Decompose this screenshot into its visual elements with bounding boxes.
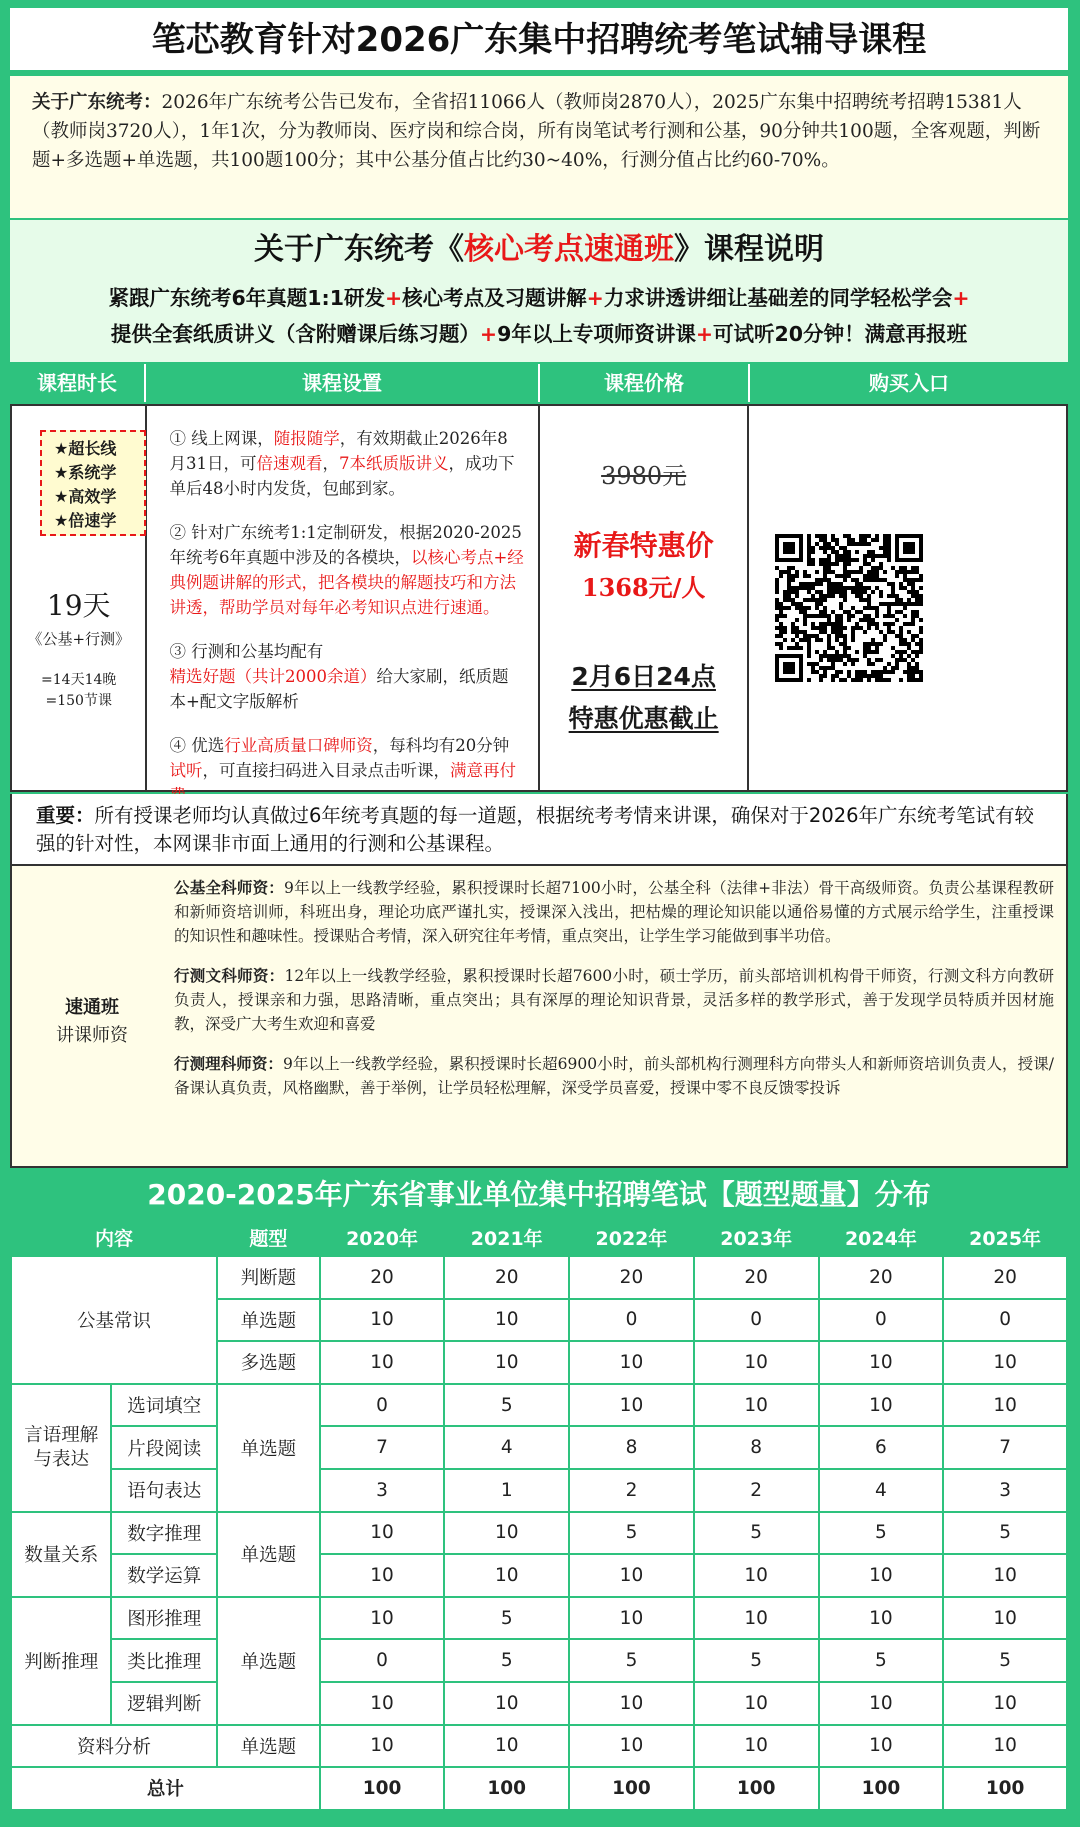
value-cell: 10: [819, 1554, 944, 1597]
highlight-text: 满意再付: [449, 761, 516, 780]
type-cell: 单选题: [217, 1512, 320, 1597]
header-content: 内容: [95, 1228, 134, 1250]
header-year: 2021年: [470, 1228, 543, 1250]
value-cell: 5: [694, 1512, 819, 1555]
value-cell: 0: [569, 1299, 694, 1342]
value-cell: 10: [943, 1682, 1067, 1725]
schedule-lessons: =150节课: [45, 693, 112, 709]
intro-text: 2026年广东统考公告已发布，全省招11066人（教师岗2870人），2025广东集中招聘统考招聘15381人（教师岗3720人），1年1次，分为教师岗、医疗岗和综合岗，所有岗笔试考行测和公基，90分钟共100题，全客观题，判断题+多选题+单选题，共100题100分；其中公基分值占比约30~40%，行测分值占比约60-70%。: [32, 92, 1041, 171]
course-table-body: [10, 404, 1068, 792]
value-cell: 10: [444, 1299, 569, 1342]
plus-sign: +: [479, 322, 498, 346]
sub-cell: 类比推理: [111, 1639, 217, 1682]
purchase-cell: [749, 406, 1066, 790]
course-heading: [10, 220, 1068, 280]
teacher-desc: 9年以上一线教学经验，累积授课时长超6900小时，前头部机构行测理科方向带头人和新师资培训负责人，授课/备课认真负责，风格幽默，善于举例，让学员轻松理解，深受学员喜爱，授课中零不良反馈零投诉: [174, 1055, 1054, 1097]
setting-text: ，有效期截止2026年8月31日，可: [169, 429, 508, 473]
header-year: 2022年: [595, 1228, 668, 1250]
value-cell: 10: [819, 1682, 944, 1725]
value-cell: 10: [444, 1554, 569, 1597]
setting-text: ② 针对广东统考1:1定制研发，根据2020-2025年统考6年真题中涉及的各模块，: [169, 523, 522, 567]
page-title: 笔芯教育针对2026广东集中招聘统考笔试辅导课程: [10, 8, 1068, 72]
value-cell: 0: [819, 1299, 944, 1342]
value-cell: 5: [694, 1639, 819, 1682]
value-cell: 10: [819, 1725, 944, 1768]
value-cell: 10: [694, 1725, 819, 1768]
value-cell: 10: [943, 1384, 1067, 1427]
table-row: [11, 1767, 1067, 1810]
value-cell: 5: [819, 1639, 944, 1682]
group-shuliang: 数量关系: [11, 1512, 111, 1597]
value-cell: 10: [819, 1341, 944, 1384]
value-cell: 10: [819, 1384, 944, 1427]
value-cell: 10: [943, 1554, 1067, 1597]
teachers-section: [10, 864, 1068, 1168]
table-row: [11, 1469, 1067, 1512]
qr-code-icon[interactable]: [775, 534, 923, 682]
value-cell: 5: [943, 1512, 1067, 1555]
distribution-table: [10, 1220, 1068, 1811]
table-row: [11, 1597, 1067, 1640]
setting-text: ① 线上网课，: [169, 429, 274, 448]
feature-star-box: [40, 430, 146, 536]
value-cell: 4: [444, 1426, 569, 1469]
value-cell: 10: [320, 1725, 445, 1768]
promo-deadline: [540, 656, 747, 740]
highlight-text: 倍速观看: [256, 454, 323, 473]
settings-cell: [147, 406, 540, 790]
table-row: [11, 1639, 1067, 1682]
group-gongji: 公基常识: [11, 1256, 217, 1384]
col-settings: 课程设置: [146, 364, 540, 402]
course-poster: [10, 8, 1068, 1820]
value-cell: 10: [444, 1341, 569, 1384]
header-year: 2024年: [844, 1228, 917, 1250]
highlight-text: 精选好题（共计2000余道）: [169, 667, 377, 686]
setting-text: ，: [322, 454, 339, 473]
value-cell: 100: [943, 1767, 1067, 1810]
value-cell: 7: [320, 1426, 445, 1469]
type-cell: 判断题: [217, 1256, 320, 1299]
value-cell: 20: [444, 1256, 569, 1299]
price-cell: [540, 406, 749, 790]
value-cell: 3: [943, 1469, 1067, 1512]
feature-text: 紧跟广东统考6年真题1:1研发: [108, 286, 385, 310]
value-cell: 0: [320, 1639, 445, 1682]
value-cell: 5: [819, 1512, 944, 1555]
setting-text: ④ 优选: [169, 736, 225, 755]
value-cell: 10: [694, 1384, 819, 1427]
value-cell: 10: [444, 1725, 569, 1768]
teachers-label-sub: 讲课师资: [56, 1025, 128, 1046]
value-cell: 8: [694, 1426, 819, 1469]
value-cell: 100: [819, 1767, 944, 1810]
intro-section: [10, 76, 1068, 218]
value-cell: 1: [444, 1469, 569, 1512]
sub-cell: 图形推理: [111, 1597, 217, 1640]
value-cell: 2: [569, 1469, 694, 1512]
value-cell: 7: [943, 1426, 1067, 1469]
value-cell: 2: [694, 1469, 819, 1512]
value-cell: 10: [320, 1597, 445, 1640]
type-cell: 多选题: [217, 1341, 320, 1384]
type-cell: 单选题: [217, 1384, 320, 1512]
value-cell: 8: [569, 1426, 694, 1469]
value-cell: 10: [943, 1341, 1067, 1384]
feature-text: 核心考点及习题讲解: [402, 286, 587, 310]
original-price: 3980元: [601, 462, 687, 490]
value-cell: 10: [320, 1341, 445, 1384]
value-cell: 20: [943, 1256, 1067, 1299]
type-cell: 单选题: [217, 1725, 320, 1768]
value-cell: 20: [819, 1256, 944, 1299]
type-cell: 单选题: [217, 1597, 320, 1725]
course-schedule: [12, 670, 145, 712]
teachers-label-title: 速通班: [65, 997, 119, 1018]
feature-text: 提供全套纸质讲义（含附赠课后练习题）: [110, 322, 480, 346]
promo-label: 新春特惠价: [573, 529, 714, 562]
teacher-item: [174, 876, 1054, 948]
important-text: 所有授课老师均认真做过6年统考真题的每一道题，根据统考考情来讲课，确保对于2026年广东统考笔试有较强的针对性，本网课非市面上通用的行测和公基课程。: [36, 804, 1035, 855]
teacher-desc: 12年以上一线教学经验，累积授课时长超7600小时，硕士学历，前头部培训机构骨干师资，行测文科方向教研负责人，授课亲和力强，思路清晰，重点突出；具有深厚的理论知识背景，灵活多样的教学形式，善于发现学员特质并因材施教，深受广大考生欢迎和喜爱: [174, 967, 1054, 1033]
value-cell: 10: [320, 1554, 445, 1597]
heading-prefix: 关于广东统考《: [254, 232, 464, 267]
value-cell: 5: [569, 1512, 694, 1555]
table-header-row: [11, 1220, 1067, 1256]
value-cell: 10: [694, 1554, 819, 1597]
table-row: [11, 1426, 1067, 1469]
sub-cell: 数字推理: [111, 1512, 217, 1555]
plus-sign: +: [586, 286, 604, 310]
course-subjects: 《公基+行测》: [27, 630, 131, 648]
teacher-item: [174, 964, 1054, 1036]
intro-label: 关于广东统考：: [32, 92, 162, 113]
teacher-desc: 9年以上一线教学经验，累积授课时长超7100小时，公基全科（法律+非法）骨干高级师资。负责公基课程教研和新师资培训师，科班出身，理论功底严谨扎实，授课深入浅出，把枯燥的理论知识能以通俗易懂的方式展示给学生，注重授课的知识性和趣味性。授课贴合考情，深入研究往年考情，重点突出，让学生学习能做到事半功倍。: [174, 879, 1054, 945]
header-year: 2025年: [969, 1228, 1042, 1250]
feature-text: 9年以上专项师资讲课: [497, 322, 696, 346]
value-cell: 10: [320, 1682, 445, 1725]
value-cell: 3: [320, 1469, 445, 1512]
value-cell: 10: [694, 1597, 819, 1640]
teachers-list: [174, 876, 1054, 1116]
star-item: ★高效学: [54, 487, 117, 506]
value-cell: 10: [694, 1682, 819, 1725]
sub-cell: 选词填空: [111, 1384, 217, 1427]
value-cell: 10: [569, 1597, 694, 1640]
important-label: 重要：: [36, 804, 95, 827]
star-item: ★倍速学: [54, 511, 117, 530]
table-row: [11, 1384, 1067, 1427]
header-type: 题型: [249, 1228, 288, 1250]
sub-cell: 数学运算: [111, 1554, 217, 1597]
value-cell: 10: [569, 1341, 694, 1384]
value-cell: 5: [943, 1639, 1067, 1682]
schedule-days: =14天14晚: [41, 672, 117, 688]
promo-price: 1368元/人: [581, 573, 706, 602]
value-cell: 20: [694, 1256, 819, 1299]
course-header: [10, 220, 1068, 362]
course-name: 核心考点速通班: [464, 232, 674, 267]
value-cell: 10: [569, 1725, 694, 1768]
setting-text: ，每科均有20分钟: [372, 736, 510, 755]
setting-item: [169, 639, 524, 714]
value-cell: 10: [320, 1299, 445, 1342]
value-cell: 5: [444, 1384, 569, 1427]
value-cell: 0: [320, 1384, 445, 1427]
table-row: [11, 1682, 1067, 1725]
value-cell: 10: [569, 1384, 694, 1427]
teacher-title: 行测文科师资：: [174, 967, 285, 985]
value-cell: 5: [569, 1639, 694, 1682]
value-cell: 10: [444, 1512, 569, 1555]
setting-text: ，成功下单后48小时内发货，包邮到家。: [169, 454, 515, 498]
plus-sign: +: [695, 322, 714, 346]
value-cell: 100: [444, 1767, 569, 1810]
value-cell: 20: [569, 1256, 694, 1299]
table-row: [11, 1554, 1067, 1597]
course-table-header: [10, 364, 1068, 402]
teacher-item: [174, 1052, 1054, 1100]
value-cell: 10: [694, 1341, 819, 1384]
value-cell: 5: [444, 1639, 569, 1682]
highlight-text: 随报随学: [273, 429, 340, 448]
setting-item: [169, 426, 524, 501]
star-item: ★系统学: [54, 463, 117, 482]
heading-suffix: 》课程说明: [674, 232, 824, 267]
setting-text: ③ 行测和公基均配有: [169, 642, 324, 661]
value-cell: 10: [444, 1682, 569, 1725]
value-cell: 4: [819, 1469, 944, 1512]
plus-sign: +: [384, 286, 403, 310]
value-cell: 6: [819, 1426, 944, 1469]
col-duration: 课程时长: [10, 364, 146, 402]
value-cell: 100: [320, 1767, 445, 1810]
value-cell: 20: [320, 1256, 445, 1299]
setting-text: ，可直接扫码进入目录点击听课，: [202, 761, 450, 780]
highlight-text: 行业高质量口碑师资: [224, 736, 373, 755]
value-cell: 10: [569, 1554, 694, 1597]
teachers-label: [12, 866, 172, 1166]
table-row: [11, 1725, 1067, 1768]
col-price: 课程价格: [540, 364, 750, 402]
group-total: 总计: [11, 1767, 320, 1810]
value-cell: 10: [320, 1512, 445, 1555]
teacher-title: 公基全科师资：: [174, 879, 285, 897]
value-cell: 100: [694, 1767, 819, 1810]
duration-cell: [12, 406, 147, 790]
distribution-title: 2020-2025年广东省事业单位集中招聘笔试【题型题量】分布: [147, 1178, 931, 1211]
sub-cell: 语句表达: [111, 1469, 217, 1512]
group-ziliao: 资料分析: [11, 1725, 217, 1768]
important-note: [10, 794, 1068, 864]
value-cell: 5: [444, 1597, 569, 1640]
table-row: [11, 1512, 1067, 1555]
group-panduan: 判断推理: [11, 1597, 111, 1725]
col-purchase: 购买入口: [869, 371, 949, 395]
plus-sign: +: [952, 286, 970, 310]
value-cell: 10: [819, 1597, 944, 1640]
course-features-line1: [10, 280, 1068, 316]
course-days: 19天: [46, 589, 111, 622]
highlight-text: 以核心考点+经典例题讲解的形式，把各模块的解题技巧和方法讲透，帮助学员对每年必考知识点进行速通。: [169, 548, 524, 617]
deadline-text: 特惠优惠截止: [568, 704, 719, 733]
value-cell: 0: [943, 1299, 1067, 1342]
value-cell: 10: [569, 1682, 694, 1725]
header-year: 2020年: [346, 1228, 418, 1250]
highlight-text: 7本纸质版讲义: [338, 454, 449, 473]
course-features-line2: [10, 316, 1068, 352]
header-year: 2023年: [720, 1228, 793, 1250]
sub-cell: 逻辑判断: [111, 1682, 217, 1725]
feature-text: 力求讲透讲细让基础差的同学轻松学会: [603, 286, 953, 310]
sub-cell: 片段阅读: [111, 1426, 217, 1469]
highlight-text: 试听: [169, 761, 203, 780]
group-yanyu: 言语理解 与表达: [11, 1384, 111, 1512]
table-row: [11, 1256, 1067, 1299]
deadline-date: 2月6日24点: [571, 662, 716, 691]
value-cell: 100: [569, 1767, 694, 1810]
value-cell: 10: [943, 1597, 1067, 1640]
teacher-title: 行测理科师资：: [174, 1055, 284, 1073]
value-cell: 10: [943, 1725, 1067, 1768]
type-cell: 单选题: [217, 1299, 320, 1342]
setting-text: 给大家刷，纸质题本+配文字版解析: [169, 667, 509, 711]
feature-text: 可试听20分钟！满意再报班: [713, 322, 968, 346]
star-item: ★超长线: [54, 439, 117, 458]
setting-item: [169, 520, 524, 620]
value-cell: 0: [694, 1299, 819, 1342]
